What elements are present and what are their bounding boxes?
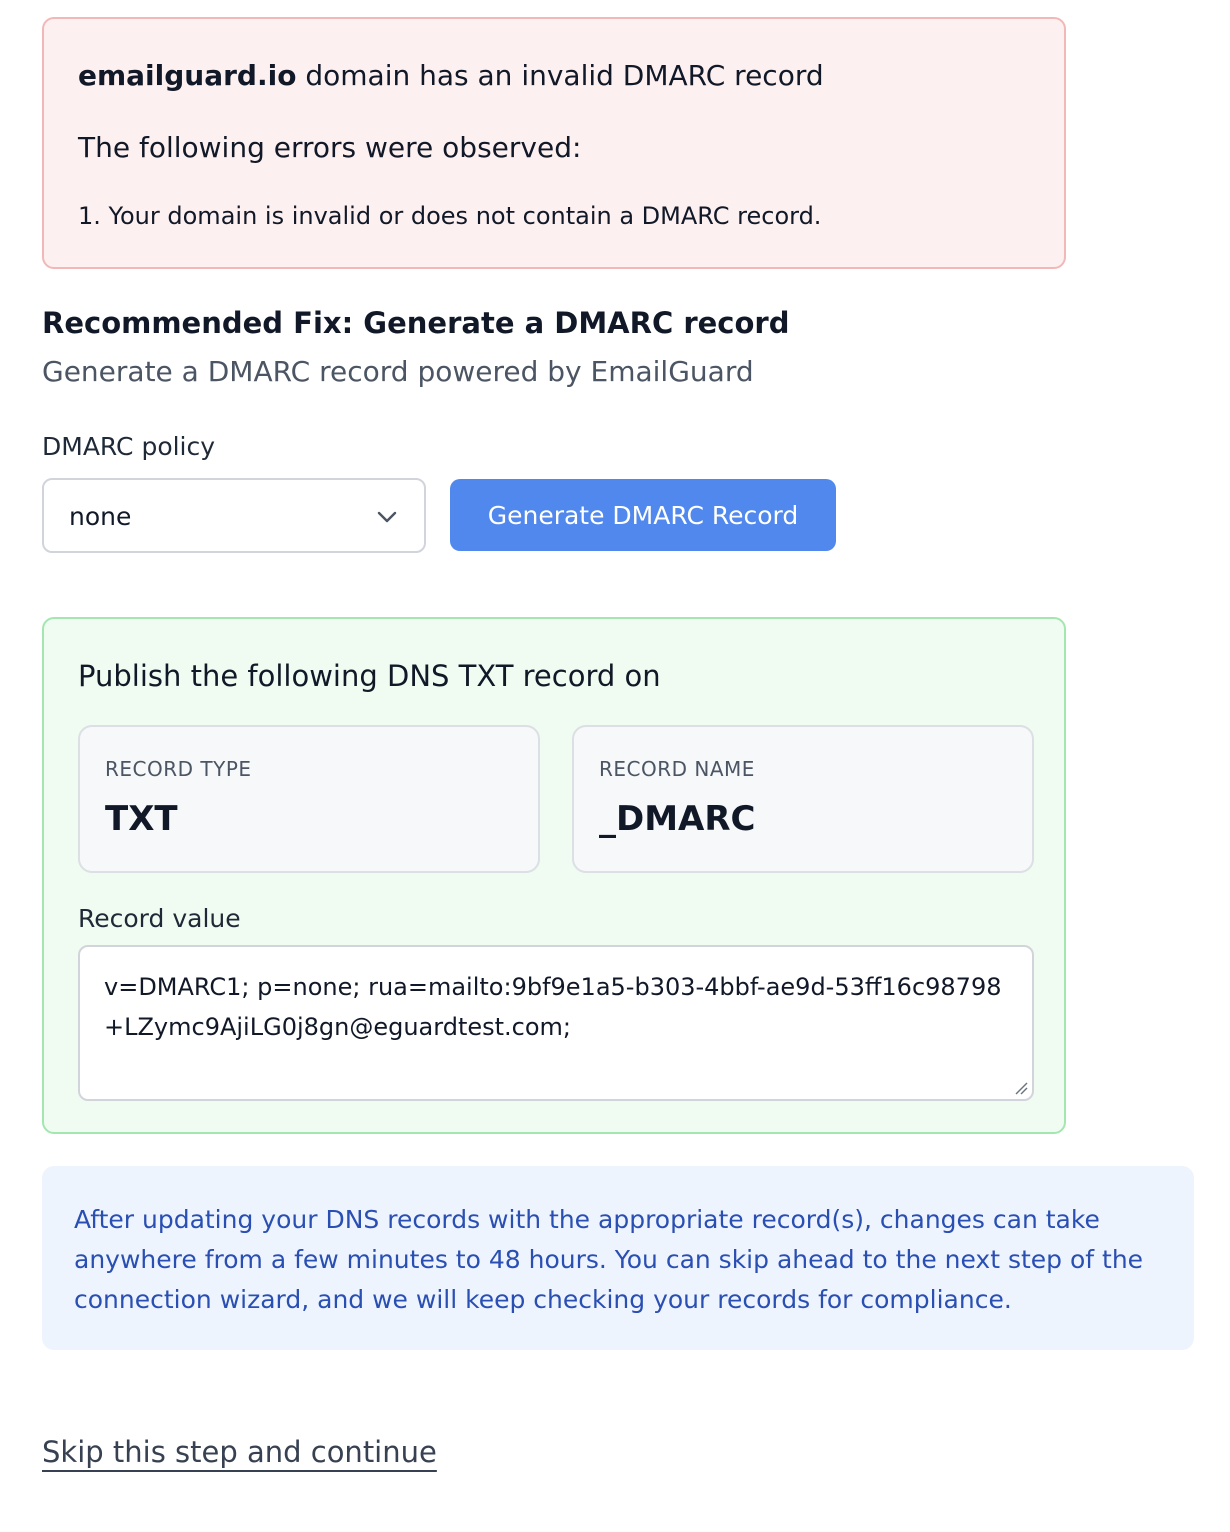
publish-title: Publish the following DNS TXT record on [78, 659, 661, 693]
resize-handle-icon[interactable] [1014, 1081, 1028, 1095]
record-value-label: Record value [78, 904, 241, 933]
error-domain: emailguard.io [78, 59, 297, 92]
policy-select[interactable] [42, 478, 426, 553]
record-name-value: _DMARC [599, 799, 756, 839]
error-title [78, 59, 824, 92]
fix-title: Recommended Fix: Generate a DMARC record [42, 306, 790, 340]
error-subtitle: The following errors were observed: [78, 131, 582, 164]
fix-subtitle: Generate a DMARC record powered by EmailGuard [42, 355, 754, 388]
record-name-label: RECORD NAME [599, 757, 755, 781]
publish-record-panel [42, 617, 1066, 1134]
policy-label: DMARC policy [42, 432, 216, 461]
record-value-text: v=DMARC1; p=none; rua=mailto:9bf9e1a5-b303-4bbf-ae9d-53ff16c98798+LZymc9AjiLG0j8gn@eguardtest.com; [104, 973, 1002, 1041]
skip-step-link[interactable]: Skip this step and continue [42, 1435, 437, 1469]
record-value-textarea[interactable] [78, 945, 1034, 1101]
policy-selected-value: none [69, 502, 132, 531]
record-type-value: TXT [105, 799, 178, 839]
record-type-label: RECORD TYPE [105, 757, 252, 781]
error-title-text: domain has an invalid DMARC record [296, 59, 824, 92]
chevron-down-icon [376, 506, 398, 528]
generate-dmarc-button[interactable]: Generate DMARC Record [450, 479, 836, 551]
record-name-card [572, 725, 1034, 873]
info-notice [42, 1166, 1194, 1350]
error-list-item: 1. Your domain is invalid or does not contain a DMARC record. [78, 202, 822, 230]
error-alert [42, 17, 1066, 269]
info-text: After updating your DNS records with the appropriate record(s), changes can take anywhere from a few minutes to 48 hours. You can skip ahead to the next step of the connection wizard, and we will keep checking your records for compliance. [74, 1205, 1144, 1314]
record-type-card [78, 725, 540, 873]
